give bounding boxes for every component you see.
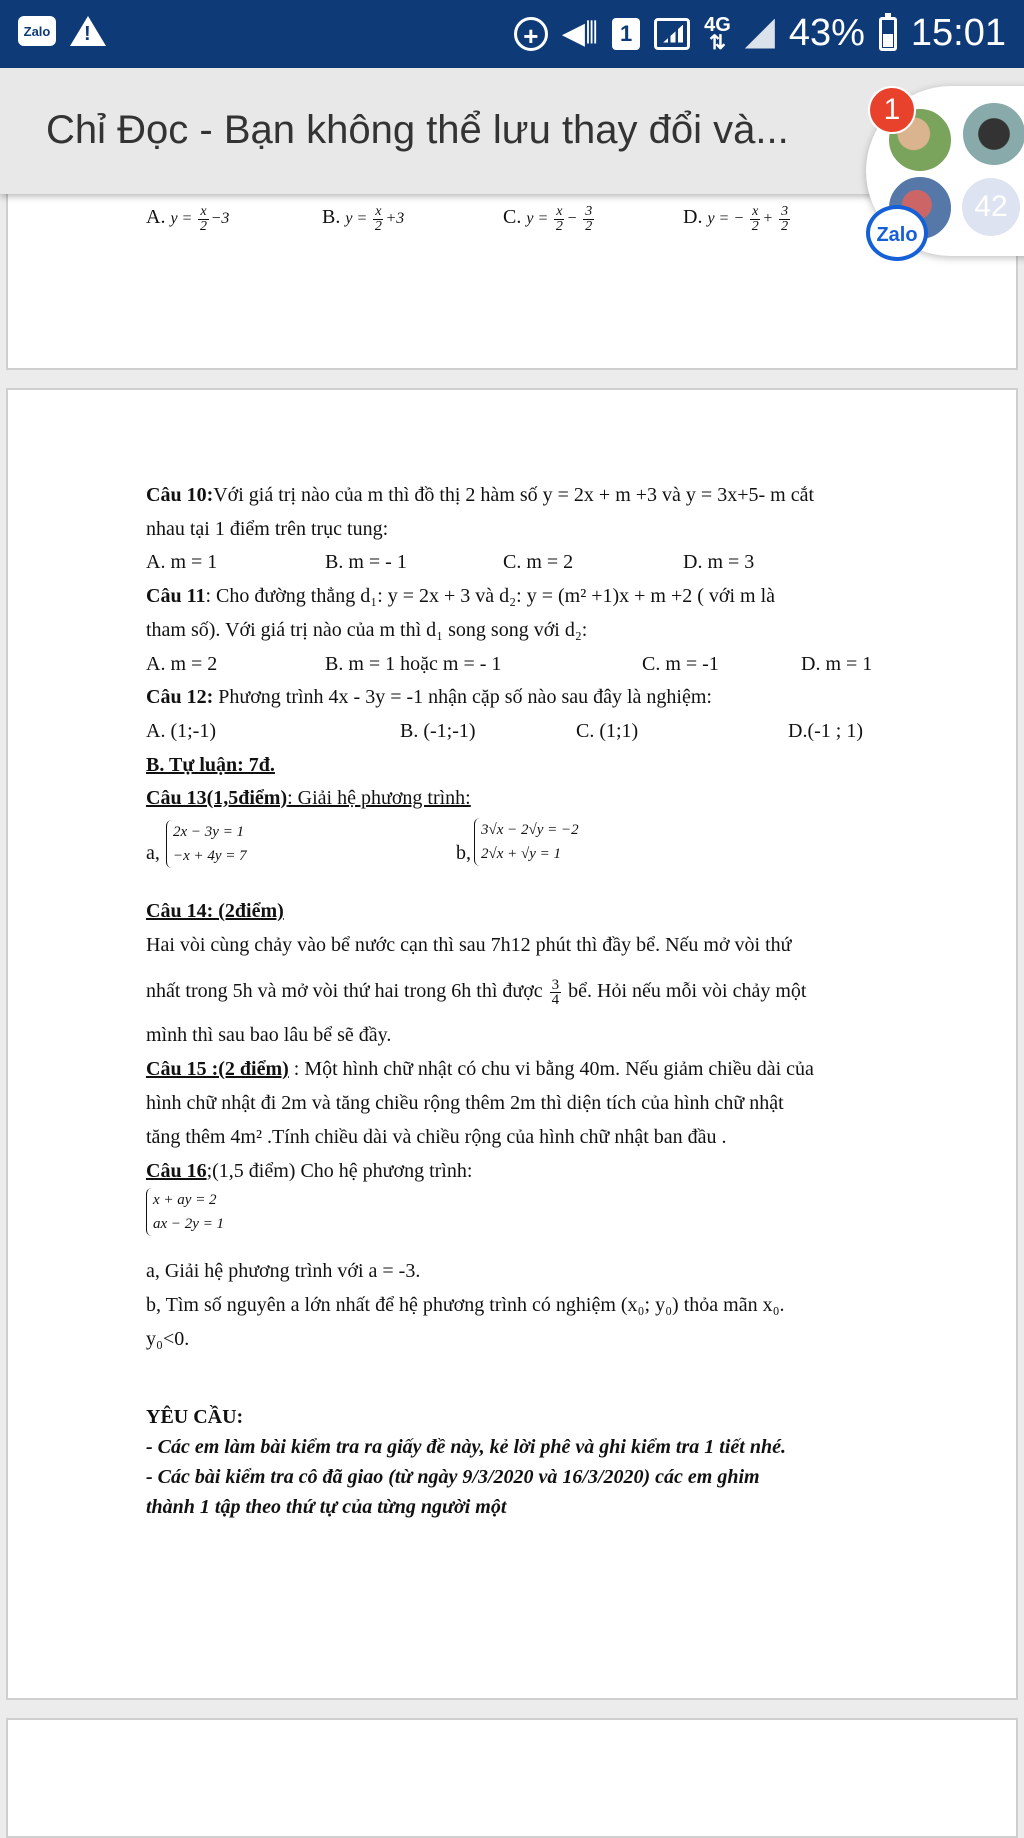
question-16-a: a, Giải hệ phương trình với a = -3. [146, 1260, 421, 1282]
question-15-line: hình chữ nhật đi 2m và tăng chiều rộng thêm 2m thì diện tích của hình chữ nhật [146, 1092, 784, 1114]
more-chats-count[interactable]: 42 [962, 178, 1020, 236]
equation-system: 3√x − 2√y = −2 2√x + √y = 1 [474, 818, 579, 866]
question-14-title: Câu 14: (2điểm) [146, 900, 284, 922]
equation-system: 2x − 3y = 1 −x + 4y = 7 [166, 820, 247, 868]
clock: 15:01 [910, 12, 1006, 54]
question-16: Câu 16;(1,5 điểm) Cho hệ phương trình: [146, 1160, 473, 1182]
question-14-line: mình thì sau bao lâu bể sẽ đầy. [146, 1024, 392, 1046]
question-13: Câu 13(1,5điểm): Giải hệ phương trình: [146, 787, 471, 809]
read-only-message: Chỉ Đọc - Bạn không thể lưu thay đổi và... [46, 108, 789, 152]
q11-option-b: B. m = 1 hoặc m = - 1 [325, 653, 502, 675]
q12-option-b: B. (-1;-1) [400, 720, 476, 742]
question-14-line: Hai vòi cùng chảy vào bể nước cạn thì sau 7h12 phút thì đầy bể. Nếu mở vòi thứ [146, 934, 792, 956]
q10-option-a: A. m = 1 [146, 551, 218, 573]
equation-system: x + ay = 2 ax − 2y = 1 [146, 1188, 224, 1236]
data-saver-icon: + [514, 17, 548, 51]
status-bar [0, 0, 1024, 68]
question-16-b-cont: y₀<0. [146, 1328, 190, 1350]
question-12: Câu 12: Phương trình 4x - 3y = -1 nhận cặp số nào sau đây là nghiệm: [146, 686, 712, 708]
answer-option: A. y = $\frac{x}{2}$ −3 [146, 204, 230, 234]
signal-box-icon [654, 18, 690, 50]
q11-option-c: C. m = -1 [642, 653, 719, 675]
zalo-logo-icon[interactable]: Zalo [866, 205, 928, 261]
q11-option-d: D. m = 1 [801, 653, 873, 675]
battery-percent: 43% [788, 12, 865, 54]
requirements-title: YÊU CẦU: [146, 1406, 244, 1428]
answer-option: C. y = $\frac{x}{2}$ − $\frac{3}{2}$ [503, 204, 593, 234]
answer-option: D. y = − $\frac{x}{2}$ + $\frac{3}{2}$ [683, 204, 789, 234]
notification-badge: 1 [868, 86, 916, 134]
q13-a-label: a, [146, 842, 160, 864]
requirement-line: thành 1 tập theo thứ tự của từng người một [146, 1496, 507, 1518]
question-16-b: b, Tìm số nguyên a lớn nhất để hệ phương trình có nghiệm (x₀; y₀) thỏa mãn x₀. [146, 1294, 785, 1316]
question-15-line: tăng thêm 4m² .Tính chiều dài và chiều rộng của hình chữ nhật ban đầu . [146, 1126, 727, 1148]
network-type-icon: 4G ⇅ [704, 13, 731, 54]
answer-option: B. y = $\frac{x}{2}$ +3 [322, 204, 405, 234]
q10-option-c: C. m = 2 [503, 551, 574, 573]
requirement-line: - Các em làm bài kiểm tra ra giấy đề này, kẻ lời phê và ghi kiểm tra 1 tiết nhé. [146, 1436, 786, 1458]
q12-option-c: C. (1;1) [576, 720, 639, 742]
question-14-line: nhất trong 5h và mở vòi thứ hai trong 6h thì được $\frac{3}{4}$ bể. Hỏi nếu mỗi vòi chảy một [146, 977, 807, 1008]
q10-option-d: D. m = 3 [683, 551, 755, 573]
q10-option-b: B. m = - 1 [325, 551, 407, 573]
requirement-line: - Các bài kiểm tra cô đã giao (từ ngày 9/3/2020 và 16/3/2020) các em ghim [146, 1466, 760, 1488]
battery-icon [879, 17, 897, 51]
question-10-cont: nhau tại 1 điểm trên trục tung: [146, 518, 389, 540]
signal-bars-icon [745, 19, 775, 49]
sim-icon: 1 [612, 18, 640, 50]
avatar[interactable] [960, 100, 1024, 168]
q11-option-a: A. m = 2 [146, 653, 218, 675]
question-11: Câu 11: Cho đường thẳng d₁: y = 2x + 3 và d₂: y = (m² +1)x + m +2 ( với m là [146, 585, 776, 607]
question-10: Câu 10:Với giá trị nào của m thì đồ thị 2 hàm số y = 2x + m +3 và y = 3x+5- m cắt [146, 484, 815, 506]
document-page [6, 1718, 1018, 1838]
question-11-cont: tham số). Với giá trị nào của m thì d₁ song song với d₂: [146, 619, 588, 641]
warning-icon [70, 16, 106, 46]
q12-option-d: D.(-1 ; 1) [788, 720, 863, 742]
zalo-app-icon: Zalo [18, 16, 56, 46]
question-15: Câu 15 :(2 điểm) : Một hình chữ nhật có chu vi bằng 40m. Nếu giảm chiều dài của [146, 1058, 814, 1080]
mute-icon: ◀⦀ [561, 17, 599, 50]
q13-b-label: b, [456, 842, 471, 864]
q12-option-a: A. (1;-1) [146, 720, 216, 742]
section-heading: B. Tự luận: 7đ. [146, 754, 275, 776]
